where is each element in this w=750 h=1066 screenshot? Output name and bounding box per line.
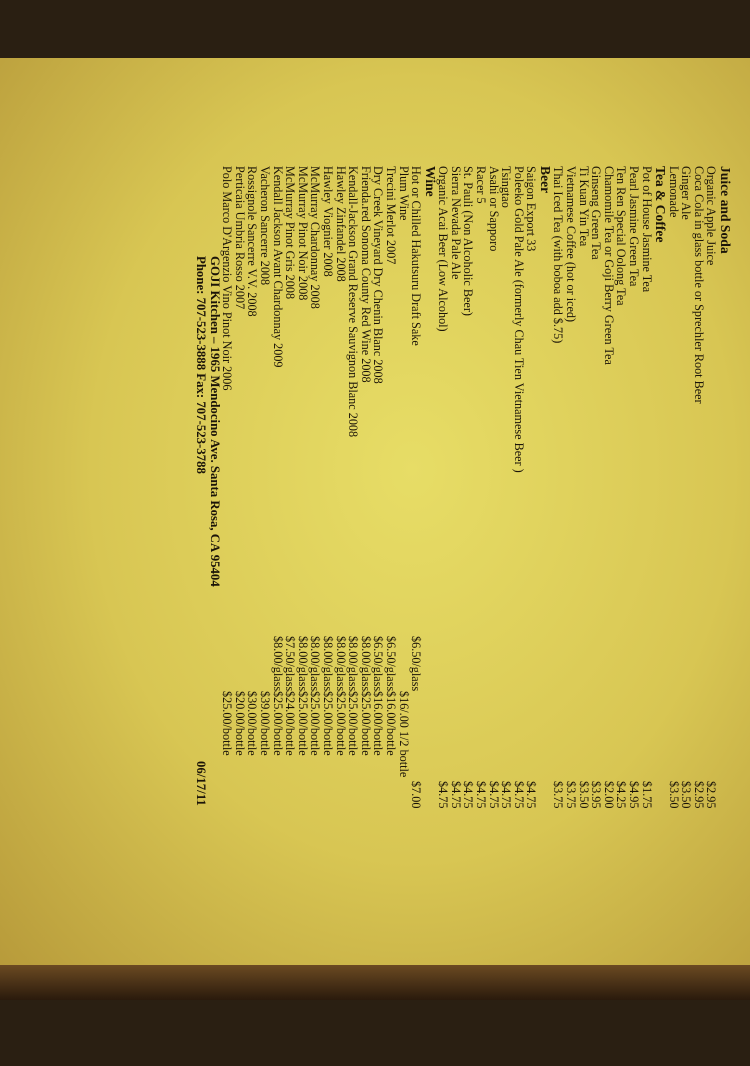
bottle-price: $25.00/bottle	[220, 691, 235, 756]
item-name: Chamomile Tea or Goji Berry Green Tea	[601, 166, 616, 365]
wine-name: Vacheron Sancerre 2008	[258, 166, 272, 286]
menu-item	[627, 166, 640, 1066]
wine-name: Dry Creek Vineyard Dry Chenin Blanc 2008	[371, 166, 386, 384]
bottle-price: $39.00/bottle	[258, 691, 272, 756]
wine-name: Hawley Viognier 2008	[320, 166, 335, 277]
item-name: St. Pauli (Non Alcoholic Beer)	[461, 166, 476, 316]
item-name: Tsingtao	[499, 166, 514, 208]
item-name: Ginger Ale	[679, 166, 694, 220]
menu-item	[577, 166, 590, 1066]
wine-name: Hot or Chilled Hakutsuru Draft Sake	[409, 166, 424, 346]
item-name: Pot of House Jasmine Tea	[639, 166, 654, 293]
item-price: $3.75	[551, 781, 566, 809]
section-title: Wine	[422, 166, 438, 197]
wine-name: Polo Marco D'Argenzio Vino Pinot Noir 2006	[220, 166, 235, 391]
menu-item	[640, 166, 653, 1066]
item-name: Ginseng Green Tea	[589, 166, 604, 260]
wine-name: Kendall-Jackson Grand Reserve Sauvignon Blanc 2008	[346, 166, 361, 438]
bottle-price: $16.00/bottle	[371, 691, 386, 756]
item-name: Sierra Nevada Pale Ale	[448, 166, 463, 280]
bottle-price: $25.00/bottle	[333, 691, 348, 756]
item-price: $2.00	[601, 781, 616, 809]
restaurant-address: GOJI Kitchen – 1965 Mendocino Ave. Santa Rosa, CA 95404	[207, 256, 222, 587]
wine-name: Hawley Zinfandel 2008	[333, 166, 348, 282]
item-name: Lemonade	[666, 166, 681, 218]
item-name: Vietnamese Coffee (hot or iced)	[564, 166, 579, 323]
item-price: $3.50	[679, 781, 694, 809]
section-title: Beer	[537, 166, 553, 194]
bottle-price: $25.00/bottle	[295, 691, 310, 756]
glass-price: $6.50/glass	[371, 636, 386, 692]
wine-item	[309, 166, 322, 1066]
contact-line	[194, 166, 208, 1066]
wine-item	[221, 166, 234, 1066]
item-price: $4.75	[448, 781, 463, 809]
item-price: $2.95	[704, 781, 719, 809]
menu-item	[602, 166, 615, 1066]
item-price: $4.95	[627, 781, 642, 809]
item-name: Thai Iced Tea (with boboa add $.75)	[551, 166, 566, 344]
wine-name: Kendall Jackson Avant Chardonnay 2009	[270, 166, 285, 368]
wine-name: Frienda.red Sonoma County Red Wine 2008	[358, 166, 373, 383]
item-name: Pearl Jasmine Green Tea	[627, 166, 642, 287]
wine-item	[397, 166, 410, 1066]
menu-item	[462, 166, 475, 1066]
item-name: Organic Apple Juice	[704, 166, 719, 266]
menu-item	[615, 166, 628, 1066]
bottle-price: $24.00/bottle	[283, 691, 298, 756]
menu-item	[564, 166, 577, 1066]
glass-price: $6.50/glass	[383, 636, 398, 692]
item-price: $4.75	[461, 781, 476, 809]
wine-item	[384, 166, 397, 1066]
drink-menu	[12, 166, 732, 1066]
menu-item	[667, 166, 680, 1066]
bottle-price: $16/.00 1/2 bottle	[396, 691, 411, 778]
wine-item	[410, 166, 423, 1066]
bottle-price: $20.00/bottle	[232, 691, 247, 756]
menu-item	[525, 166, 538, 1066]
item-price: $4.75	[486, 781, 501, 809]
wine-name: Plum Wine	[396, 166, 411, 221]
item-price: $4.75	[499, 781, 514, 809]
menu-item	[552, 166, 565, 1066]
item-price: $3.95	[589, 781, 604, 809]
item-price: $2.95	[691, 781, 706, 809]
glass-price: $8.00/glass	[358, 636, 373, 692]
wine-item	[334, 166, 347, 1066]
item-price: $4.25	[614, 781, 629, 809]
menu-date: 06/17/11	[194, 761, 209, 806]
item-name: Coca Cola in glass bottle or Sprechler Root Beer	[691, 166, 706, 404]
bottle-price: $25.00/bottle	[358, 691, 373, 756]
wine-name: McMurray Chardonnay 2008	[308, 166, 323, 309]
glass-price: $6.50/glass	[409, 636, 424, 692]
section-title: Tea & Coffee	[653, 166, 669, 243]
menu-item	[692, 166, 705, 1066]
item-price: $3.75	[564, 781, 579, 809]
glass-price: $8.00/glass	[270, 636, 285, 692]
item-name: Ti Kuan Yin Tea	[576, 166, 591, 247]
wine-name: Rossignole Sancerre V.V. 2008	[245, 166, 260, 317]
wine-name: Trecini Merlot 2007	[383, 166, 398, 265]
menu-item	[590, 166, 603, 1066]
wine-item	[296, 166, 309, 1066]
item-price: $4.75	[524, 781, 539, 809]
glass-price: $8.00/glass	[295, 636, 310, 692]
wine-item	[246, 166, 259, 1066]
wine-name: Perticaia Umbria Rosso 2007	[232, 166, 247, 310]
glass-price: $8.00/glass	[320, 636, 335, 692]
item-name: Racer 5	[474, 166, 488, 204]
item-price: $1.75	[639, 781, 654, 809]
glass-price: $8.00/glass	[308, 636, 323, 692]
menu-item	[437, 166, 450, 1066]
section-title: Juice and Soda	[718, 166, 733, 254]
item-name: Saigon Export 33	[524, 166, 539, 252]
glass-price: $8.00/glass	[346, 636, 361, 692]
phone-fax: Phone: 707-523-3888 Fax: 707-523-3788	[194, 256, 209, 474]
menu-item	[500, 166, 513, 1066]
item-name: Ten Ren Special Oolong Tea	[614, 166, 629, 306]
glass-price: $8.00/glass	[333, 636, 348, 692]
wine-item	[372, 166, 385, 1066]
menu-item	[512, 166, 525, 1066]
menu-item	[680, 166, 693, 1066]
item-price: $4.75	[511, 781, 526, 809]
item-name: Organic Acai Beer (Low Alcohol)	[436, 166, 451, 332]
wine-name: McMurray Pinot Gris 2008	[283, 166, 298, 300]
wine-item	[347, 166, 360, 1066]
bottle-price: $30.00/bottle	[245, 691, 260, 756]
bottle-price: $25.00/bottle	[346, 691, 361, 756]
bottle-price: $25.00/bottle	[270, 691, 285, 756]
wine-item	[233, 166, 246, 1066]
item-price: $4.75	[474, 781, 488, 809]
wine-item	[258, 166, 271, 1066]
item-price: $3.50	[666, 781, 681, 809]
item-name: Asahi or Sapporo	[486, 166, 501, 252]
wine-item	[271, 166, 284, 1066]
bottle-price: $16.00/bottle	[383, 691, 398, 756]
bottle-price: $7.00	[409, 781, 424, 809]
bottle-price: $25.00/bottle	[320, 691, 335, 756]
wine-item	[321, 166, 334, 1066]
wine-name: McMurray Pinot Noir 2008	[295, 166, 310, 301]
menu-item	[487, 166, 500, 1066]
glass-price: $7.50/glass	[283, 636, 298, 692]
wine-item	[359, 166, 372, 1066]
menu-item	[449, 166, 462, 1066]
item-price: $3.50	[576, 781, 591, 809]
menu-item	[474, 166, 487, 1066]
item-price: $4.75	[436, 781, 451, 809]
menu-item	[705, 166, 718, 1066]
item-name: Poleeko Gold Pale Ale (formerly Chau Tien Vietnamese Beer )	[511, 166, 526, 473]
wine-item	[284, 166, 297, 1066]
bottle-price: $25.00/bottle	[308, 691, 323, 756]
